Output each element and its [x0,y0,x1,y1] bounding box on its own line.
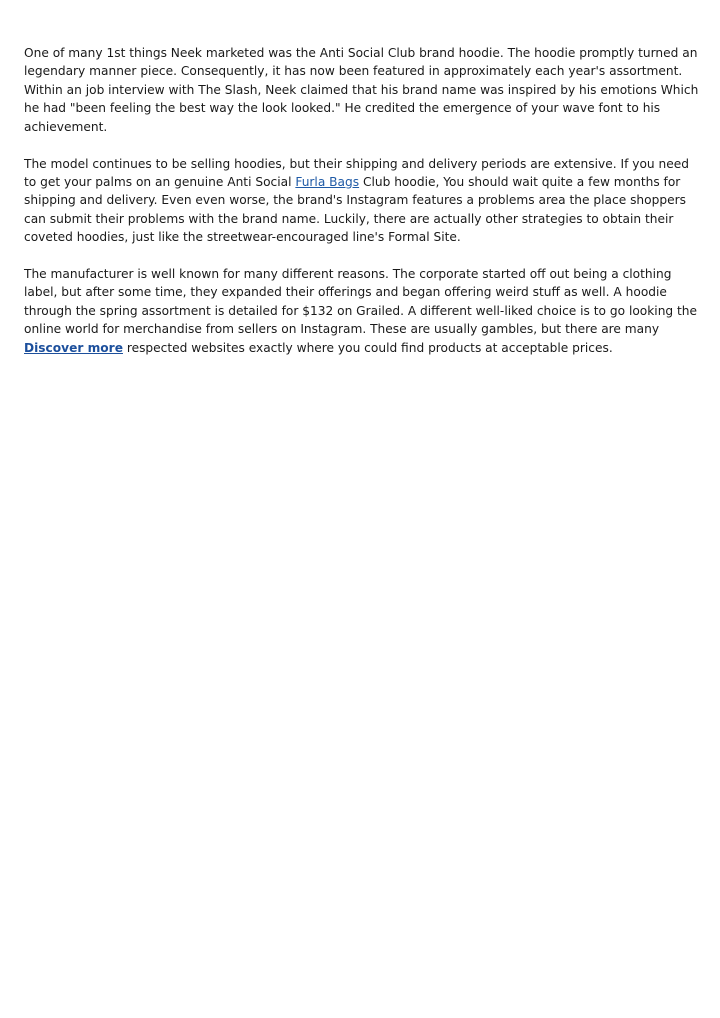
paragraph-3-text-after: respected websites exactly where you could find products at acceptable prices. [122,340,613,355]
paragraph-2 [24,155,700,247]
paragraph-1-text: One of many 1st things Neek marketed was the Anti Social Club brand hoodie. The hoodie promptly turned an legendary manner piece. Consequently, it has now been featured in approximately each year's assortment. Within an job interview with The Slash, Neek claimed that his brand name was inspired by his emotions Which he had "been feeling the best way the look looked." He credited the emergence of your wave font to his achievement. [24,46,699,134]
paragraph-2-text-before: The model continues to be selling hoodies, but their shipping and delivery periods are extensive. If you need to get your palms on an genuine Anti Social [24,156,689,189]
furla-bags-link[interactable]: Furla Bags [295,174,360,189]
discover-more-link[interactable]: Discover more [24,340,123,355]
paragraph-1 [24,44,700,136]
document-body [24,44,700,376]
paragraph-3 [24,265,700,357]
paragraph-2-text-after: Club hoodie, You should wait quite a few months for shipping and delivery. Even even worse, the brand's Instagram features a problems area the place shoppers can submit their problems with the brand name. Luckily, there are actually other strategies to obtain their coveted hoodies, just like the streetwear-encouraged line's Formal Site. [24,174,686,245]
paragraph-3-text-before: The manufacturer is well known for many different reasons. The corporate started off out being a clothing label, but after some time, they expanded their offerings and began offering weird stuff as well. A hoodie through the spring assortment is detailed for $132 on Grailed. A different well-liked choice is to go looking the online world for merchandise from sellers on Instagram. These are usually gambles, but there are many [24,267,698,337]
